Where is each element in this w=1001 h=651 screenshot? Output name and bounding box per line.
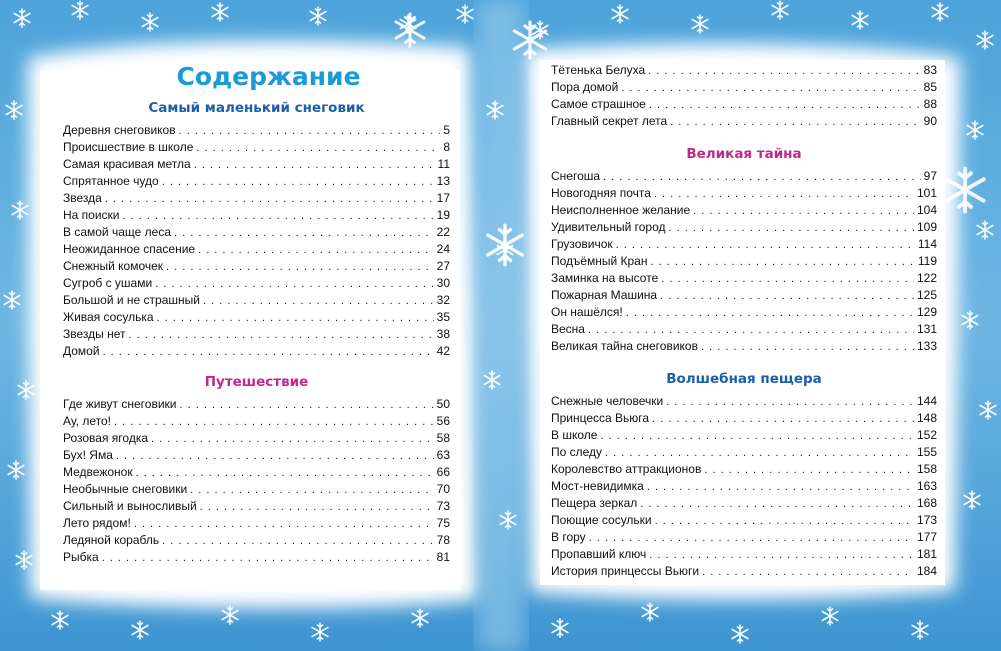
toc-entry bbox=[63, 173, 450, 190]
dot-leader bbox=[670, 114, 920, 131]
toc-entry-page: 114 bbox=[917, 237, 937, 251]
toc-entry-title: В самой чаще леса bbox=[63, 225, 171, 239]
toc-entry bbox=[63, 207, 450, 224]
toc-entry-page: 125 bbox=[916, 288, 937, 302]
toc-entry-page: 70 bbox=[436, 482, 450, 496]
toc-entry bbox=[63, 326, 450, 343]
section-title: Волшебная пещера bbox=[666, 371, 822, 387]
toc-entry bbox=[551, 113, 937, 130]
toc-entry-page: 11 bbox=[437, 157, 450, 171]
toc-entry bbox=[551, 79, 937, 96]
toc-entry-title: Тётенька Белуха bbox=[551, 63, 646, 77]
toc-entry-title: Пора домой bbox=[551, 80, 619, 94]
toc-entry-title: Ледяной корабль bbox=[63, 533, 160, 547]
toc-entry-page: 119 bbox=[917, 254, 937, 268]
dot-leader bbox=[640, 496, 914, 513]
toc-entry-title: Домой bbox=[63, 344, 100, 358]
toc-entry-page: 5 bbox=[443, 123, 450, 137]
dot-leader bbox=[200, 499, 434, 516]
toc-entry-title: Звезда bbox=[63, 191, 102, 205]
toc-entry-title: Грузовичок bbox=[551, 237, 613, 251]
left-sections bbox=[63, 94, 450, 566]
toc-left-column bbox=[63, 60, 450, 566]
toc-entry-page: 173 bbox=[916, 513, 937, 527]
toc-entry-title: Королевство аттракционов bbox=[551, 462, 702, 476]
toc-entry-page: 158 bbox=[916, 462, 937, 476]
dot-leader bbox=[194, 157, 435, 174]
toc-entry-title: Рыбка bbox=[63, 550, 99, 564]
toc-entry bbox=[551, 546, 937, 563]
toc-entry bbox=[63, 122, 450, 139]
page-title: Содержание bbox=[176, 62, 361, 91]
toc-entry-title: Где живут снеговики bbox=[63, 397, 177, 411]
toc-entry-title: Розовая ягодка bbox=[63, 431, 149, 445]
section-title: Путешествие bbox=[204, 374, 309, 390]
dot-leader bbox=[157, 310, 434, 327]
toc-entry bbox=[63, 481, 450, 498]
toc-entry-title: Снегоша bbox=[551, 169, 601, 183]
dot-leader bbox=[704, 462, 914, 479]
dot-leader bbox=[649, 97, 921, 114]
right-sections bbox=[551, 140, 937, 580]
toc-entry-title: Деревня снеговиков bbox=[63, 123, 176, 137]
toc-entry-page: 42 bbox=[436, 344, 450, 358]
toc-entry-page: 35 bbox=[436, 310, 450, 324]
toc-entry bbox=[551, 202, 937, 219]
toc-entry-page: 122 bbox=[916, 271, 937, 285]
toc-entry-title: Принцесса Вьюга bbox=[551, 411, 650, 425]
dot-leader bbox=[203, 293, 434, 310]
toc-entry bbox=[551, 253, 937, 270]
toc-entry-title: Неисполненное желание bbox=[551, 203, 691, 217]
toc-entry bbox=[551, 563, 937, 580]
toc-entry bbox=[551, 185, 937, 202]
toc-entry-page: 73 bbox=[436, 499, 450, 513]
toc-entry-title: Великая тайна снеговиков bbox=[551, 339, 698, 353]
dot-leader bbox=[166, 259, 434, 276]
toc-entry-title: Лето рядом! bbox=[63, 516, 131, 530]
toc-entry bbox=[551, 461, 937, 478]
dot-leader bbox=[660, 288, 914, 305]
toc-entry-title: По следу bbox=[551, 445, 603, 459]
toc-entry-title: Заминка на высоте bbox=[551, 271, 659, 285]
toc-entry-title: Ау, лето! bbox=[63, 414, 111, 428]
toc-entry-title: Главный секрет лета bbox=[551, 114, 668, 128]
toc-entry-page: 13 bbox=[436, 174, 450, 188]
dot-leader bbox=[134, 516, 434, 533]
toc-entry-page: 97 bbox=[923, 169, 937, 183]
toc-entry-page: 133 bbox=[916, 339, 937, 353]
dot-leader bbox=[129, 327, 434, 344]
toc-entry-page: 90 bbox=[923, 114, 937, 128]
toc-entry-page: 148 bbox=[916, 411, 937, 425]
toc-entry bbox=[63, 241, 450, 258]
toc-entry-title: Происшествие в школе bbox=[63, 140, 194, 154]
toc-entry-page: 155 bbox=[916, 445, 937, 459]
toc-entry bbox=[63, 498, 450, 515]
toc-entry-page: 129 bbox=[916, 305, 937, 319]
toc-entry-page: 75 bbox=[436, 516, 450, 530]
toc-entry-title: Снежный комочек bbox=[63, 259, 164, 273]
toc-entry bbox=[63, 190, 450, 207]
dot-leader bbox=[616, 237, 915, 254]
toc-entry-page: 184 bbox=[916, 564, 937, 578]
toc-entry-page: 17 bbox=[436, 191, 450, 205]
dot-leader bbox=[649, 547, 914, 564]
toc-entry-page: 30 bbox=[436, 276, 450, 290]
toc-entry bbox=[63, 464, 450, 481]
toc-entry bbox=[551, 304, 937, 321]
toc-entry-title: В гору bbox=[551, 530, 586, 544]
toc-entry bbox=[551, 219, 937, 236]
dot-leader bbox=[647, 479, 914, 496]
toc-entry bbox=[551, 495, 937, 512]
dot-leader bbox=[190, 482, 433, 499]
dot-leader bbox=[196, 140, 440, 157]
dot-leader bbox=[114, 414, 434, 431]
dot-leader bbox=[669, 220, 914, 237]
dot-leader bbox=[136, 465, 434, 482]
toc-entry-title: Весна bbox=[551, 322, 585, 336]
toc-entry bbox=[551, 168, 937, 185]
toc-entry bbox=[551, 96, 937, 113]
toc-entry bbox=[63, 430, 450, 447]
toc-entry-title: Поющие сосульки bbox=[551, 513, 652, 527]
toc-entry bbox=[551, 236, 937, 253]
toc-entry-title: Новогодняя почта bbox=[551, 186, 651, 200]
toc-entry-page: 63 bbox=[436, 448, 450, 462]
dot-leader bbox=[162, 533, 434, 550]
dot-leader bbox=[655, 513, 914, 530]
toc-entry-page: 88 bbox=[923, 97, 937, 111]
dot-leader bbox=[151, 431, 434, 448]
dot-leader bbox=[155, 276, 433, 293]
dot-leader bbox=[693, 203, 914, 220]
toc-entry-title: Он нашёлся! bbox=[551, 305, 623, 319]
toc-entry-title: Пропавший ключ bbox=[551, 547, 647, 561]
toc-entry bbox=[551, 338, 937, 355]
dot-leader bbox=[666, 394, 914, 411]
dot-leader bbox=[198, 242, 434, 259]
toc-entry bbox=[551, 410, 937, 427]
dot-leader bbox=[102, 550, 434, 567]
toc-entry-page: 19 bbox=[436, 208, 450, 222]
dot-leader bbox=[103, 344, 434, 361]
toc-entry bbox=[63, 515, 450, 532]
toc-entry bbox=[63, 309, 450, 326]
toc-entry-title: Пожарная Машина bbox=[551, 288, 658, 302]
dot-leader bbox=[701, 339, 914, 356]
toc-entry-title: Пещера зеркал bbox=[551, 496, 638, 510]
dot-leader bbox=[116, 448, 434, 465]
toc-entry-title: Бух! Яма bbox=[63, 448, 113, 462]
toc-entry-page: 85 bbox=[923, 80, 937, 94]
toc-entry-page: 81 bbox=[436, 550, 450, 564]
toc-entry-title: Живая сосулька bbox=[63, 310, 154, 324]
toc-entry-title: Сильный и выносливый bbox=[63, 499, 197, 513]
toc-entry-title: Звезды нет bbox=[63, 327, 126, 341]
toc-entry-title: Сугроб с ушами bbox=[63, 276, 153, 290]
dot-leader bbox=[702, 564, 914, 581]
toc-entry-title: Необычные снеговики bbox=[63, 482, 188, 496]
toc-entry bbox=[63, 343, 450, 360]
dot-leader bbox=[650, 254, 914, 271]
toc-entry-page: 32 bbox=[436, 293, 450, 307]
toc-entry-title: Подъёмный Кран bbox=[551, 254, 648, 268]
toc-entry-title: Неожиданное спасение bbox=[63, 242, 196, 256]
toc-entry bbox=[551, 270, 937, 287]
toc-entry bbox=[551, 444, 937, 461]
toc-entry bbox=[63, 275, 450, 292]
toc-entry bbox=[551, 321, 937, 338]
toc-entry bbox=[551, 287, 937, 304]
toc-entry-page: 109 bbox=[916, 220, 937, 234]
dot-leader bbox=[605, 445, 914, 462]
toc-entry-page: 104 bbox=[916, 203, 937, 217]
toc-entry bbox=[551, 512, 937, 529]
dot-leader bbox=[626, 305, 914, 322]
dot-leader bbox=[588, 322, 914, 339]
toc-entry-page: 144 bbox=[916, 394, 937, 408]
toc-entry bbox=[63, 549, 450, 566]
dot-leader bbox=[661, 271, 914, 288]
toc-entry-title: Спрятанное чудо bbox=[63, 174, 159, 188]
toc-entry bbox=[551, 478, 937, 495]
toc-entry bbox=[63, 258, 450, 275]
dot-leader bbox=[621, 80, 920, 97]
dot-leader bbox=[180, 397, 434, 414]
dot-leader bbox=[589, 530, 914, 547]
dot-leader bbox=[648, 63, 921, 80]
toc-entry bbox=[63, 224, 450, 241]
dot-leader bbox=[652, 411, 914, 428]
toc-entry-page: 177 bbox=[916, 530, 937, 544]
toc-entry-page: 50 bbox=[436, 397, 450, 411]
toc-entry bbox=[63, 532, 450, 549]
toc-entry-title: Удивительный город bbox=[551, 220, 666, 234]
toc-entry-title: История принцессы Вьюги bbox=[551, 564, 700, 578]
toc-entry-page: 27 bbox=[436, 259, 450, 273]
toc-entry-title: В школе bbox=[551, 428, 598, 442]
toc-entry-page: 131 bbox=[916, 322, 937, 336]
dot-leader bbox=[105, 191, 434, 208]
toc-entry-page: 66 bbox=[436, 465, 450, 479]
toc-entry bbox=[63, 413, 450, 430]
toc-entry bbox=[551, 62, 937, 79]
toc-entry-page: 101 bbox=[916, 186, 937, 200]
toc-entry bbox=[551, 529, 937, 546]
dot-leader bbox=[654, 186, 914, 203]
toc-entry bbox=[63, 156, 450, 173]
toc-entry bbox=[63, 447, 450, 464]
toc-entry-title: Большой и не страшный bbox=[63, 293, 200, 307]
toc-entry bbox=[63, 292, 450, 309]
toc-entry-page: 168 bbox=[916, 496, 937, 510]
toc-entry-page: 181 bbox=[916, 547, 937, 561]
toc-entry-page: 163 bbox=[916, 479, 937, 493]
toc-entry-title: Самая красивая метла bbox=[63, 157, 191, 171]
toc-entry-page: 8 bbox=[443, 140, 450, 154]
toc-entry-title: Самое страшное bbox=[551, 97, 646, 111]
dot-leader bbox=[600, 428, 914, 445]
dot-leader bbox=[179, 123, 441, 140]
toc-entry-page: 78 bbox=[436, 533, 450, 547]
section-title: Великая тайна bbox=[686, 146, 802, 162]
dot-leader bbox=[162, 174, 434, 191]
toc-right-column bbox=[551, 62, 937, 580]
toc-entry-page: 56 bbox=[436, 414, 450, 428]
toc-entry bbox=[63, 396, 450, 413]
section-title: Самый маленький снеговик bbox=[148, 100, 365, 116]
toc-entry-page: 152 bbox=[916, 428, 937, 442]
toc-entry-page: 83 bbox=[923, 63, 937, 77]
toc-entry-title: На поиски bbox=[63, 208, 120, 222]
right-continued-entries bbox=[551, 62, 937, 140]
toc-entry-title: Медвежонок bbox=[63, 465, 133, 479]
toc-entry-title: Мост-невидимка bbox=[551, 479, 644, 493]
toc-entry-page: 22 bbox=[436, 225, 450, 239]
toc-entry-page: 24 bbox=[436, 242, 450, 256]
dot-leader bbox=[174, 225, 434, 242]
dot-leader bbox=[603, 169, 921, 186]
dot-leader bbox=[123, 208, 434, 225]
toc-entry-title: Снежные человечки bbox=[551, 394, 664, 408]
toc-entry-page: 38 bbox=[436, 327, 450, 341]
toc-entry bbox=[551, 427, 937, 444]
toc-entry-page: 58 bbox=[436, 431, 450, 445]
toc-entry bbox=[551, 393, 937, 410]
toc-entry bbox=[63, 139, 450, 156]
